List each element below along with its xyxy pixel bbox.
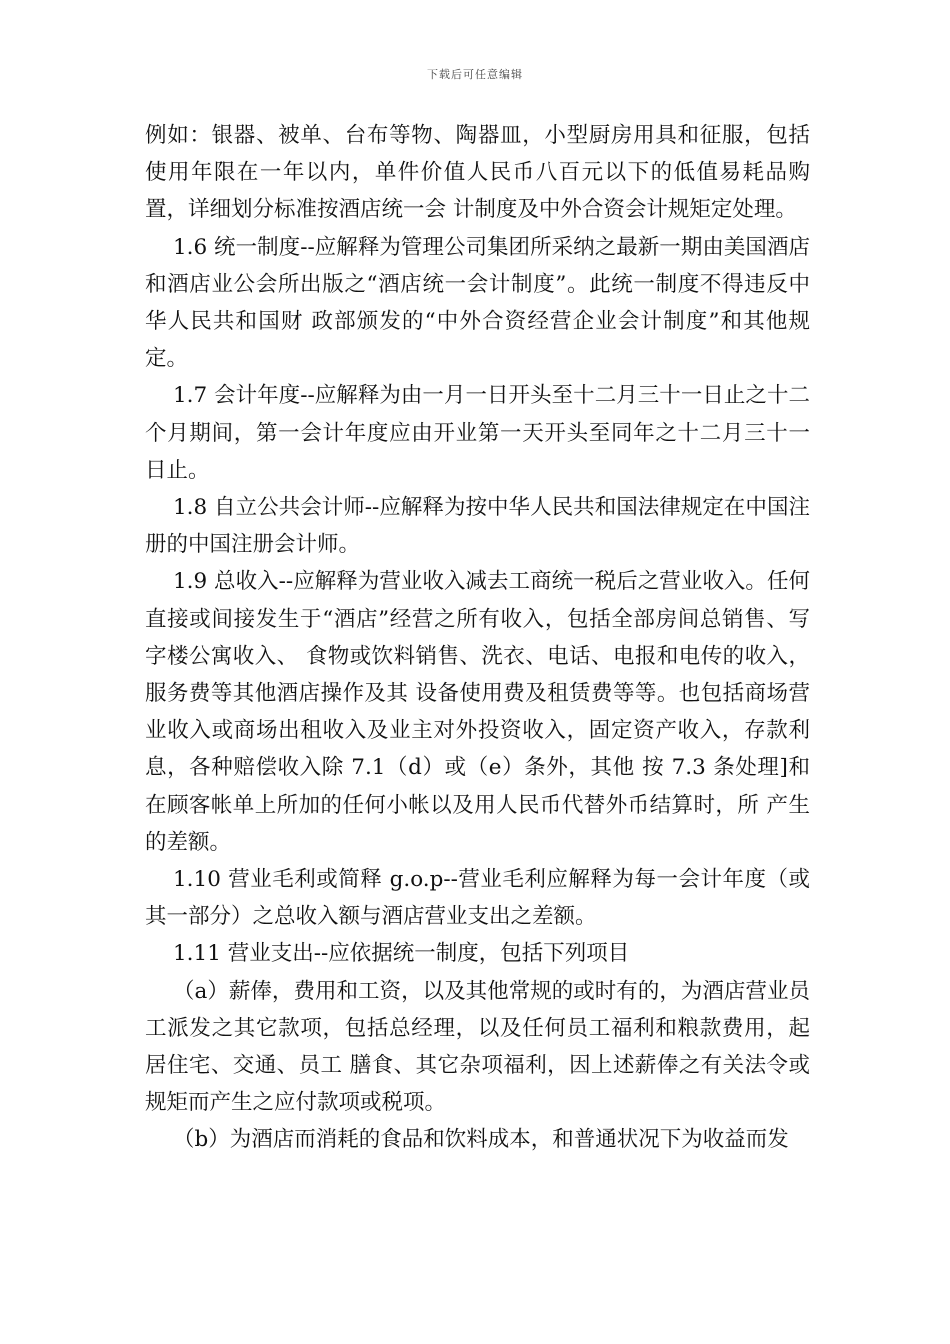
document-body (145, 117, 810, 1159)
paragraph-1-9: 1.9 总收入--应解释为营业收入减去工商统一税后之营业收入。任何直接或间接发生于“酒店”经营之所有收入，包括全部房间总销售、写字楼公寓收入、 食物或饮料销售、洗衣、电话、电报和电传的收入，服务费等其他酒店操作及其 设备使用费及租赁费等等。也包括商场营业收入或商场出租收入及业主对外投资收入，固定资产收入，存款利息，各种赔偿收入除 7.1（d）或（e）条外，其他 按 7.3 条处理]和在顾客帐单上所加的任何小帐以及用人民币代替外币结算时，所 产生的差额。 (145, 569, 810, 855)
paragraph-1-7: 1.7 会计年度--应解释为由一月一日开头至十二月三十一日止之十二个月期间，第一会计年度应由开业第一天开头至同年之十二月三十一日止。 (145, 383, 810, 483)
paragraph-1-11: 1.11 营业支出--应依据统一制度，包括下列项目 (173, 941, 630, 967)
page-header: 下载后可任意编辑 (427, 68, 523, 81)
paragraph-1-8: 1.8 自立公共会计师--应解释为按中华人民共和国法律规定在中国注册的中国注册会计师。 (145, 495, 810, 558)
paragraph-1-6: 1.6 统一制度--应解释为管理公司集团所采纳之最新一期由美国酒店和酒店业公会所出版之“酒店统一会计制度”。此统一制度不得违反中华人民共和国财 政部颁发的“中外合资经营企业会计制度”和其他规定。 (145, 234, 810, 372)
paragraph-item-a: （a）薪俸，费用和工资，以及其他常规的或时有的，为酒店营业员工派发之其它款项，包括总经理，以及任何员工福利和粮款费用，起居住宅、交通、员工 膳食、其它杂项福利，因上述薪俸之有关法令或规矩而产生之应付款项或税项。 (145, 978, 810, 1116)
paragraph-continuation: 例如：银器、被单、台布等物、陶器皿，小型厨房用具和征服，包括使用年限在一年以内，单件价值人民币八百元以下的低值易耗品购置，详细划分标准按酒店统一会 计制度及中外合资会计规矩定处理。 (145, 123, 810, 223)
paragraph-item-b: （b）为酒店而消耗的食品和饮料成本，和普通状况下为收益而发 (173, 1127, 789, 1153)
paragraph-1-10: 1.10 营业毛利或简释 g.o.p--营业毛利应解释为每一会计年度（或其一部分）之总收入额与酒店营业支出之差额。 (145, 867, 810, 930)
